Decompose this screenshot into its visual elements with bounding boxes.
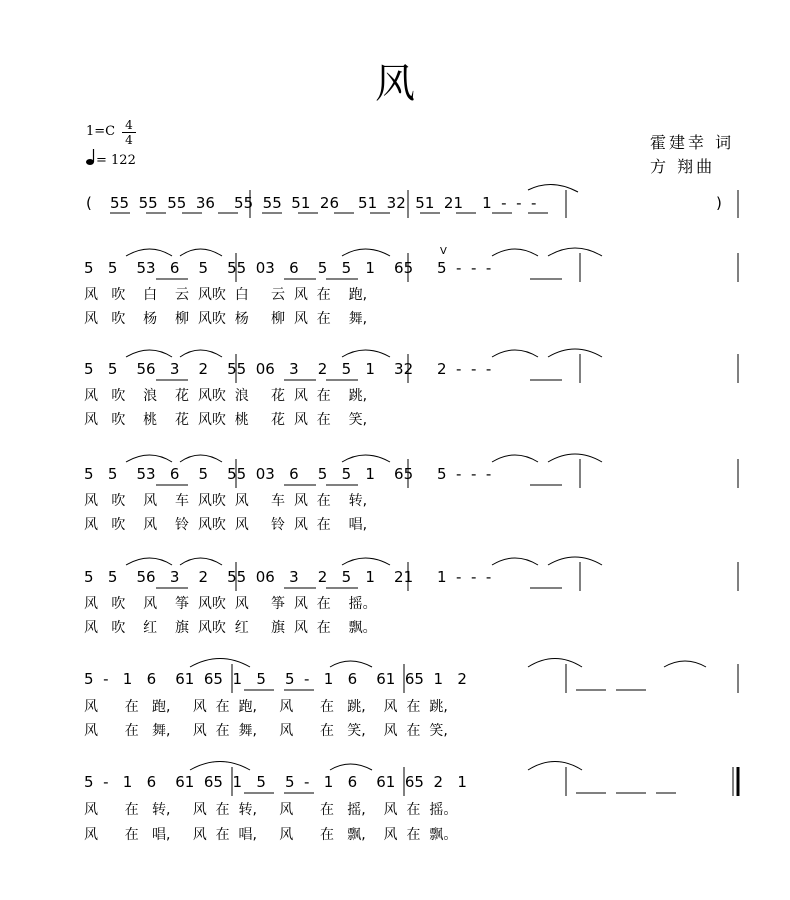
system-6-lyrics-verse1: 风 在 转, 风 在 转, 风 在 摇, 风 在 摇。 [84,802,458,818]
time-signature-numerator: 4 [125,118,133,132]
system-2-lyrics-verse2: 风 吹 桃 花 风吹 桃 花 风 在 笑, [84,412,368,428]
breath-mark: V [440,246,447,257]
system-6-lyrics-verse2: 风 在 唱, 风 在 唱, 风 在 飘, 风 在 飘。 [84,827,458,843]
time-signature-denominator: 4 [122,132,136,147]
system-3-notes: 5 5 53 6 5 55 03 6 5 5 1 65 5 - - - [84,465,492,483]
system-3-barlines [236,459,738,488]
lyricist-credit: 霍建幸 词 [650,133,735,152]
system-4-lyrics-verse1: 风 吹 风 筝 风吹 风 筝 风 在 摇。 [84,596,377,612]
system-6-notes: 5 - 1 6 61 65 1 5 5 - 1 6 61 65 2 1 [84,773,467,791]
system-2-slurs [126,349,602,357]
system-1-notes: 5 5 53 6 5 55 03 6 5 5 1 65 5 - - - [84,259,492,277]
tie [528,184,578,192]
system-5-lyrics-verse2: 风 在 舞, 风 在 舞, 风 在 笑, 风 在 笑, [84,723,448,739]
system-4-notes: 5 5 56 3 2 55 06 3 2 5 1 21 1 - - - [84,568,492,586]
key-signature: 1=C [86,124,116,139]
system-6-barlines [232,767,738,796]
system-4-lyrics-verse2: 风 吹 红 旗 风吹 红 旗 风 在 飘。 [84,620,377,636]
system-5-slurs [190,659,706,668]
system-4-slurs [126,557,602,565]
tempo-value: = 122 [96,153,136,168]
intro-notes: 55 55 55 36 55 55 51 26 51 32 51 21 1 - - - [110,194,537,212]
system-3-lyrics-verse2: 风 吹 风 铃 风吹 风 铃 风 在 唱, [84,517,368,533]
system-1-slurs [126,248,602,256]
intro-open-paren: ( [86,194,92,212]
system-4-barlines [236,562,738,591]
system-3-slurs [126,454,602,462]
system-2-barlines [236,354,738,383]
system-1-lyrics-verse1: 风 吹 白 云 风吹 白 云 风 在 跑, [84,287,368,303]
page-title: 风 [375,61,415,107]
intro-close-paren: ) [716,194,722,212]
system-3-lyrics-verse1: 风 吹 风 车 风吹 风 车 风 在 转, [84,493,368,509]
system-5-notes: 5 - 1 6 61 65 1 5 5 - 1 6 61 65 1 2 [84,670,467,688]
composer-credit: 方 翔曲 [650,157,716,176]
system-5-lyrics-verse1: 风 在 跑, 风 在 跑, 风 在 跳, 风 在 跳, [84,699,448,715]
system-1-barlines [236,253,738,282]
system-2-lyrics-verse1: 风 吹 浪 花 风吹 浪 花 风 在 跳, [84,388,368,404]
system-5-barlines [232,664,738,693]
system-6-slurs [190,762,582,771]
system-2-notes: 5 5 56 3 2 55 06 3 2 5 1 32 2 - - - [84,360,492,378]
system-1-lyrics-verse2: 风 吹 杨 柳 风吹 杨 柳 风 在 舞, [84,311,368,327]
